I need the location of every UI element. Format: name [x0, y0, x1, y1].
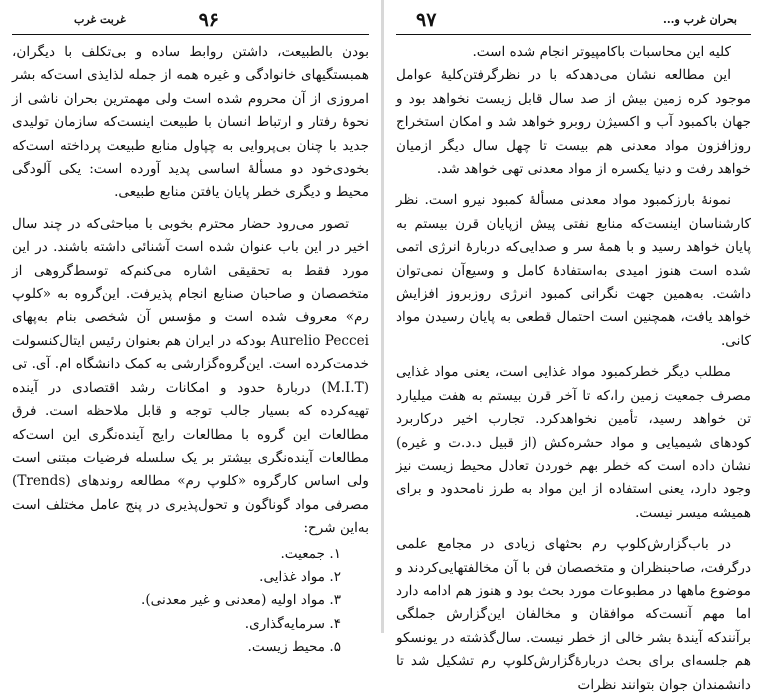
list-item: ۴. سرمایه‌گذاری.: [244, 615, 341, 632]
paragraph: نمونهٔ بارزکمبود مواد معدنی مسألهٔ کمبود نیرو است. نظر کارشناسان اینست‌که منابع نفتی پیش ازپایان قرن بیستم به پایان خواهد رسید و با همهٔ سر و صدایی‌که دربارهٔ انرژی اتمی شده است هنوز امیدی به‌استفادهٔ کامل و وسیع‌آن نمی‌توان داشت. به‌همین جهت نگرانی کمبود انرژی روزبروز افزایش خواهد یافت، همچنین است احتمال قطعی به پایان رسیدن مواد کانی.: [396, 192, 751, 349]
list-item: ۵. محیط زیست.: [247, 639, 341, 656]
paragraph: در باب‌گزارش‌کلوپ رم بحثهای زیادی در مجامع علمی درگرفت، صاحبنظران و متخصصان فن با آن مخالفتهایی‌کردند و موضوع ماهها در مطبوعات مورد بحث بود و هنوز هم ادامه دارد اما مهم آنست‌که موافقان و مخالفان این‌گزارش جملگی برآنندکه آیندهٔ بشر خالی از خطر نیست. سال‌گذشته در یونسکو هم جلسه‌ای برای بحث دربارهٔ‌گزارش‌کلوپ رم تشکیل شد تا دانشمندان جوان بتوانند نظرات: [396, 536, 751, 693]
list-item: ۱. جمعیت.: [280, 545, 341, 562]
left-page: [0, 0, 381, 656]
page-number: ۹۷: [416, 9, 437, 31]
running-head: غربت غرب: [74, 13, 126, 26]
running-head: بحران غرب و...: [662, 13, 737, 26]
right-page: [384, 0, 765, 693]
right-page-header: [396, 4, 751, 35]
paragraph: تصور می‌رود حضار محترم بخوبی با مباحثی‌که در چند سال اخیر در این باب عنوان شده است آشنائی داشته باشند. در این مورد فقط به تحقیقی اشاره می‌کنم‌که توسط‌گروهی از متخصصان و صاحبان صنایع انجام پذیرفت. این‌گروه به «کلوپ رم» معروف شده است و مؤسس آن شخصی بنام به‌پهای Aurelio Peccei بودکه در ایران هم بعنوان رئیس ایتال‌کنسولت خدمت‌کرده است. این‌گروه‌گزارشی به کمک دانشگاه ام. آی. تی (M.I.T) دربارهٔ حدود و امکانات رشد اقتصادی در آینده تهیه‌کرده که بسیار جالب توجه و قابل ملاحظه است. فرق مطالعات این گروه با مطالعات رایج آینده‌نگری این است‌که مطالعات آینده‌نگری بیشتر بر یک سلسله فرضیات مبتنی است ولی اساس کارگروه «کلوپ رم» مطالعه روندهای (Trends) مصرفی مواد گوناگون و تحول‌پذیری در پنج عامل مختلف است به‌این شرح:: [12, 215, 370, 537]
left-page-header: [12, 4, 369, 35]
paragraph: کلیه این محاسبات باکامپیوتر انجام شده است.: [472, 44, 731, 60]
right-page-body: [396, 41, 751, 697]
paragraph: مطلب دیگر خطرکمبود مواد غذایی است، یعنی مواد غذایی مصرف جمعیت زمین را،که تا آخر قرن بیستم به هفت میلیارد تن خواهد رسید، تأمین نخواهدکرد. تجارب اخیر درکاربرد کودهای شیمیایی و مواد حشره‌کش (از قبیل د.د.ت و غیره) نشان داده است که خطر بهم خوردن تعادل محیط زیست نیز وجود دارد، یعنی استفاده از این مواد به طرز نامحدود و برای همیشه میسر نیست.: [396, 364, 751, 521]
page-number: ۹۶: [198, 9, 219, 31]
list-item: ۳. مواد اولیه (معدنی و غیر معدنی).: [141, 592, 341, 609]
list-item: ۲. مواد غذایی.: [259, 568, 341, 585]
factor-list: [12, 543, 369, 660]
left-page-body: [12, 41, 369, 541]
paragraph: این مطالعه نشان می‌دهدکه با در نظرگرفتن‌کلیهٔ عوامل موجود کره زمین بیش از صد سال قابل زیست نخواهد بود و جهان باکمبود آب و اکسیژن روبرو خواهد شد و امکان استخراج روزافزون مواد معدنی هم بیست تا چهل سال دیگر ازمیان خواهد رفت و دنیا یکسره از مواد معدنی تهی خواهد شد.: [396, 67, 751, 178]
paragraph: بودن بالطبیعت، داشتن روابط ساده و بی‌تکلف با دیگران، همبستگیهای خانوادگی و غیره همه از جمله لذایذی است‌که بشر امروزی از آن محروم شده است ولی مهمترین بحران ناشی از نحوهٔ رفتار و ارتباط انسان با طبیعت اینست‌که سازمان تولیدی جدید با چنان بی‌پروایی به چپاول منابع طبیعت پرداخته است‌که بخودی‌خود دو مسألهٔ اساسی پدید آورده است: یکی آلودگی محیط و دیگری خطر پایان یافتن منابع طبیعی.: [12, 44, 369, 201]
